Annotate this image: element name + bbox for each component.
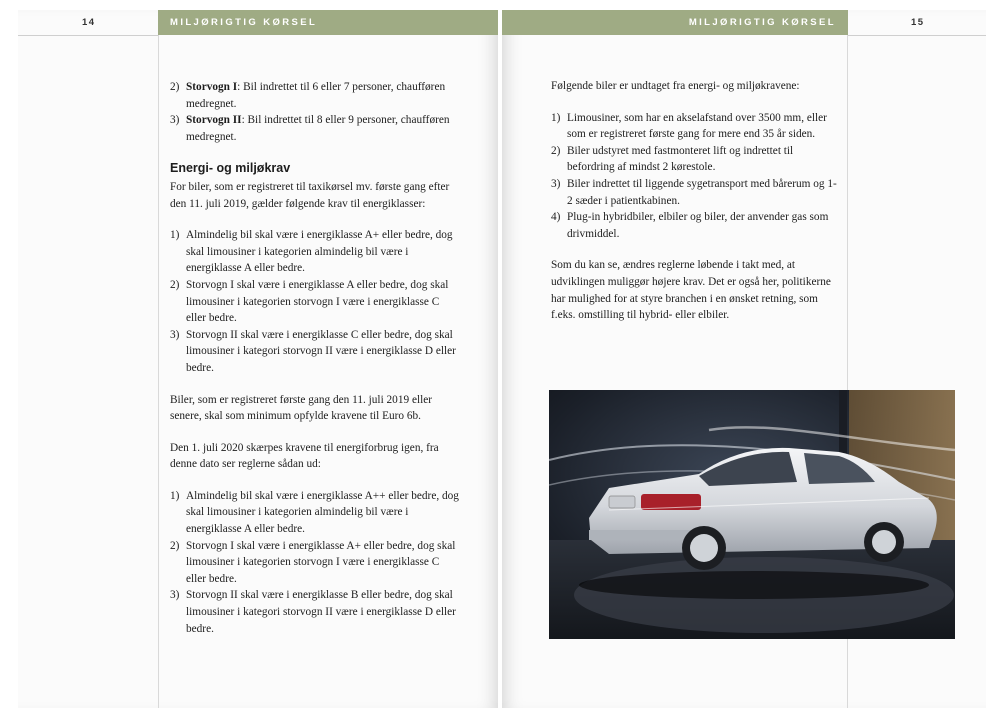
list-item: 2) Biler udstyret med fastmonteret lift og indrettet til befordring af mindst 2 kørestole. xyxy=(551,144,794,174)
energy-class-list-2019 xyxy=(170,227,460,376)
left-page-number: 14 xyxy=(82,17,96,28)
left-header-rule xyxy=(18,35,158,36)
list-item: 3) Storvogn II skal være i energiklasse C eller bedre, dog skal limousiner i kategori storvogn II være i energiklasse D eller bedre. xyxy=(170,328,456,374)
left-running-header: MILJØRIGTIG KØRSEL xyxy=(158,10,498,35)
list-item: 4) Plug-in hybridbiler, elbiler og biler, der anvender gas som drivmiddel. xyxy=(551,211,829,240)
right-running-header: MILJØRIGTIG KØRSEL xyxy=(502,10,848,35)
list-item: 3) Storvogn II: Bil indrettet til 8 eller 9 personer, chaufføren medregnet. xyxy=(170,114,450,143)
list-item: 3) Storvogn II skal være i energiklasse B eller bedre, dog skal limousiner i kategori storvogn II være i energiklasse D eller bedre. xyxy=(170,589,456,635)
exemption-list xyxy=(551,110,841,243)
left-margin-line xyxy=(158,10,159,708)
list-item: 1) Almindelig bil skal være i energiklasse A++ eller bedre, dog skal limousiner i kategorien almindelig bil være i energiklasse A eller bedre. xyxy=(170,489,459,536)
paragraph: For biler, som er registreret til taxikørsel mv. første gang efter den 11. juli 2019, gælder følgende krav til energiklasser: xyxy=(170,180,450,210)
list-item: 2) Storvogn I skal være i energiklasse A eller bedre, dog skal limousiner i kategorien storvogn I være i energiklasse C eller bedre. xyxy=(170,278,449,325)
paragraph: Som du kan se, ændres reglerne løbende i takt med, at udviklingen muliggør højere krav. Det er også her, politikerne har mulighed for at styre branchen i en ønsket retning, som f.eks. omstilling til hybrid- eller elbiler. xyxy=(551,259,831,322)
list-item: 1) Almindelig bil skal være i energiklasse A+ eller bedre, dog skal limousiner i kategorien almindelig bil være i energiklasse A eller bedre. xyxy=(170,229,453,275)
right-page-number: 15 xyxy=(911,17,925,28)
paragraph: Den 1. juli 2020 skærpes kravene til energiforbrug igen, fra denne dato ser reglerne sådan ud: xyxy=(170,441,439,471)
left-text-column xyxy=(170,79,460,652)
list-item: 1) Limousiner, som har en akselafstand over 3500 mm, eller som er registreret første gang for mere end 35 år siden. xyxy=(551,111,827,141)
list-item: 2) Storvogn I skal være i energiklasse A+ eller bedre, dog skal limousiner i kategorien storvogn I være i energiklasse C eller bedre. xyxy=(170,539,456,585)
section-heading: Energi- og miljøkrav xyxy=(170,161,291,176)
car-photo-illustration xyxy=(549,390,955,639)
list-item: 2) Storvogn I: Bil indrettet til 6 eller 7 personer, chaufføren medregnet. xyxy=(170,81,446,110)
car-wind-tunnel-photo xyxy=(549,390,955,639)
list-item: 3) Biler indrettet til liggende sygetransport med bårerum og 1-2 sæder i patientkabinen. xyxy=(551,177,837,207)
right-header-rule xyxy=(848,35,986,36)
paragraph: Biler, som er registreret første gang den 11. juli 2019 eller senere, skal som minimum opfylde kravene til Euro 6b. xyxy=(170,393,433,423)
paragraph: Følgende biler er undtaget fra energi- og miljøkravene: xyxy=(551,80,800,92)
energy-class-list-2020 xyxy=(170,488,460,637)
right-text-column xyxy=(551,78,841,339)
vehicle-category-list xyxy=(170,79,460,145)
